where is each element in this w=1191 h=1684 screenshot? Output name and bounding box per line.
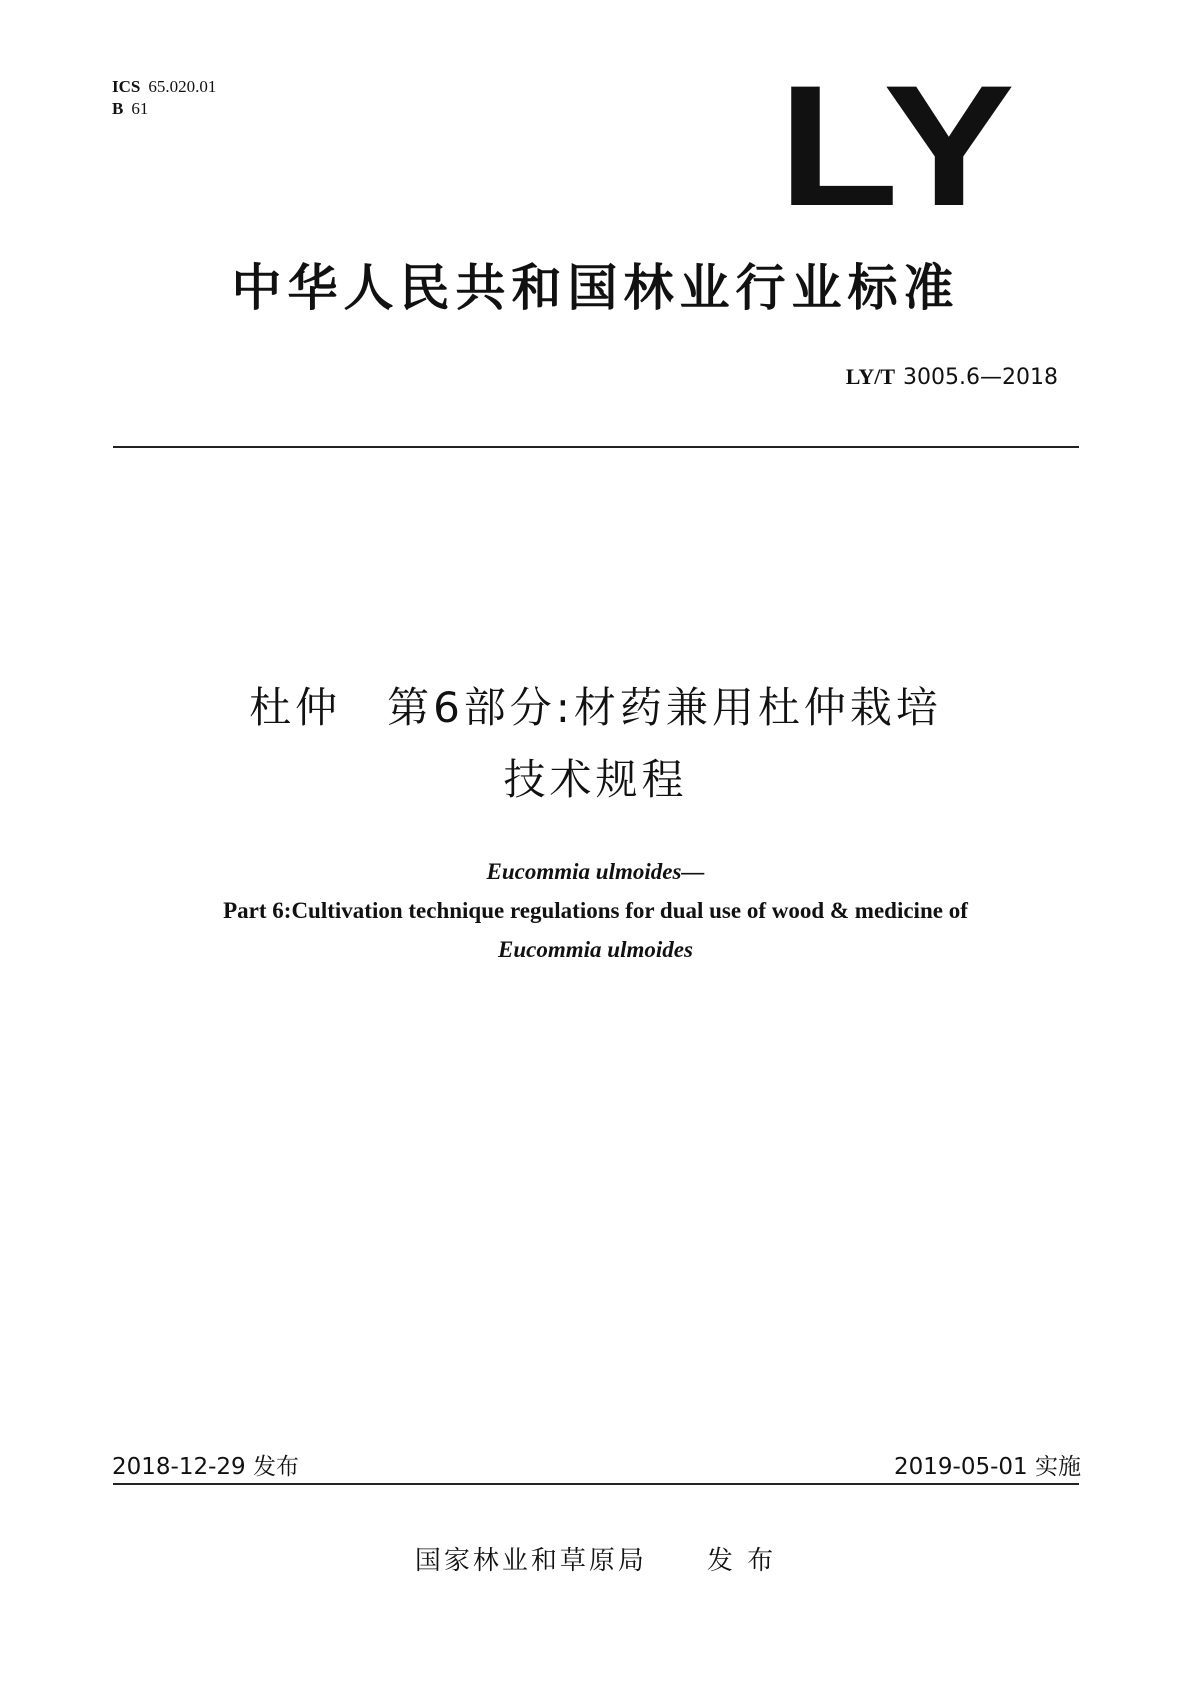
chinese-title-line-1: 杜仲 第6部分:材药兼用杜仲栽培 [249,683,942,732]
english-title [130,852,1061,969]
chinese-title [0,672,1191,816]
issue-date: 2018-12-29 发布 [112,1454,299,1480]
effective-date: 2019-05-01 实施 [894,1454,1081,1480]
standard-category-title: 中华人民共和国林业行业标准 [231,259,960,317]
top-divider [113,446,1079,448]
issuer-name: 国家林业和草原局 [414,1546,647,1576]
english-title-line-3: Eucommia ulmoides [498,937,693,962]
chinese-title-line-2: 技术规程 [503,755,688,804]
issuer [0,1540,1191,1577]
ly-logo: LY [778,50,1018,242]
issuer-action: 发 布 [706,1546,777,1576]
english-title-line-1: Eucommia ulmoides— [486,859,705,884]
english-title-line-2: Part 6:Cultivation technique regulations for dual use of wood & medicine of [223,898,968,923]
bottom-divider [113,1483,1079,1485]
ccs-code: B 61 [112,99,149,118]
classification-codes [112,76,216,120]
standard-number: LY/T 3005.6—2018 [845,364,1058,390]
ics-code: ICS 65.020.01 [112,77,217,96]
